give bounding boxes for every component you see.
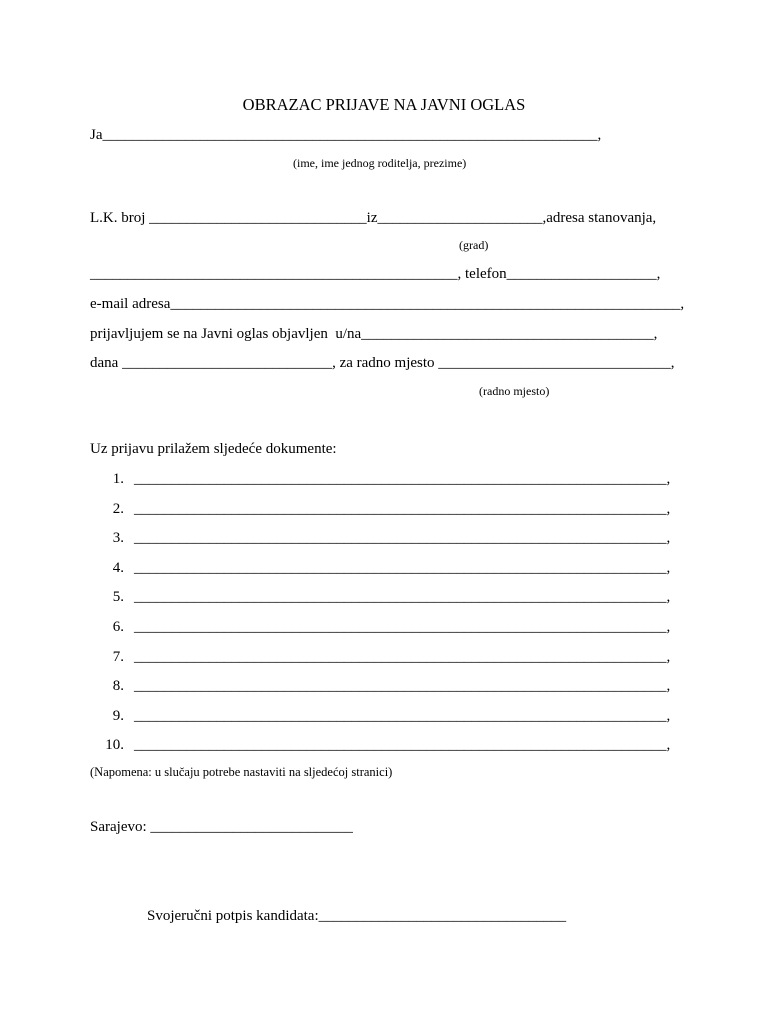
- document-item-number: 5.: [112, 589, 124, 606]
- form-title: OBRAZAC PRIJAVE NA JAVNI OGLAS: [242, 95, 526, 114]
- document-item-blank[interactable]: _______________________________________________________________________,: [134, 619, 671, 635]
- document-item[interactable]: [100, 618, 670, 636]
- documents-intro: Uz prijavu prilažem sljedeće dokumente:: [90, 441, 337, 457]
- document-item[interactable]: [100, 648, 670, 666]
- document-item[interactable]: [100, 707, 670, 725]
- continuation-note: (Napomena: u slučaju potrebe nastaviti na sljedećoj stranici): [90, 765, 393, 779]
- document-item[interactable]: [100, 559, 670, 577]
- document-item-number: 3.: [112, 530, 124, 547]
- document-item-number: 6.: [112, 619, 124, 635]
- name-field-line[interactable]: Ja__________________________________________________________________,: [90, 127, 602, 143]
- document-item[interactable]: [100, 677, 670, 695]
- document-item-blank[interactable]: _______________________________________________________________________,: [134, 589, 671, 606]
- document-item[interactable]: [100, 588, 670, 606]
- name-hint: (ime, ime jednog roditelja, prezime): [293, 156, 467, 170]
- document-item-number: 8.: [112, 678, 124, 695]
- position-hint: (radno mjesto): [479, 384, 550, 398]
- signature-field-line[interactable]: Svojeručni potpis kandidata:_________________________________: [147, 908, 567, 924]
- place-field-line[interactable]: Sarajevo: ___________________________: [90, 819, 353, 835]
- document-item-number: 4.: [112, 559, 124, 576]
- document-item[interactable]: [100, 470, 670, 488]
- document-item-blank[interactable]: _______________________________________________________________________,: [134, 678, 671, 695]
- document-item-number: 7.: [112, 648, 124, 665]
- document-item-blank[interactable]: _______________________________________________________________________,: [134, 500, 671, 517]
- published-in-field-line[interactable]: prijavljujem se na Javni oglas objavljen u/na_______________________________________,: [90, 326, 658, 342]
- document-item[interactable]: [100, 529, 670, 547]
- document-item-blank[interactable]: _______________________________________________________________________,: [134, 737, 671, 754]
- document-item[interactable]: [100, 500, 670, 518]
- document-item-blank[interactable]: _______________________________________________________________________,: [134, 559, 671, 576]
- document-item-number: 1.: [112, 471, 124, 487]
- document-item[interactable]: [100, 736, 670, 754]
- id-card-field-line[interactable]: L.K. broj _____________________________iz______________________,adresa stanovanja,: [90, 210, 657, 226]
- document-item-number: 10.: [105, 737, 124, 754]
- date-position-field-line[interactable]: dana ____________________________, za radno mjesto _______________________________,: [90, 355, 675, 371]
- document-item-number: 9.: [112, 707, 124, 724]
- document-item-number: 2.: [112, 500, 124, 517]
- document-item-blank[interactable]: _______________________________________________________________________,: [134, 648, 671, 665]
- email-field-line[interactable]: e-mail adresa____________________________________________________________________,: [90, 296, 685, 312]
- document-item-blank[interactable]: _______________________________________________________________________,: [134, 471, 671, 487]
- document-item-blank[interactable]: _______________________________________________________________________,: [134, 707, 671, 724]
- city-hint: (grad): [459, 238, 489, 252]
- document-item-blank[interactable]: _______________________________________________________________________,: [134, 530, 671, 547]
- address-phone-field-line[interactable]: _________________________________________________, telefon____________________,: [90, 266, 661, 282]
